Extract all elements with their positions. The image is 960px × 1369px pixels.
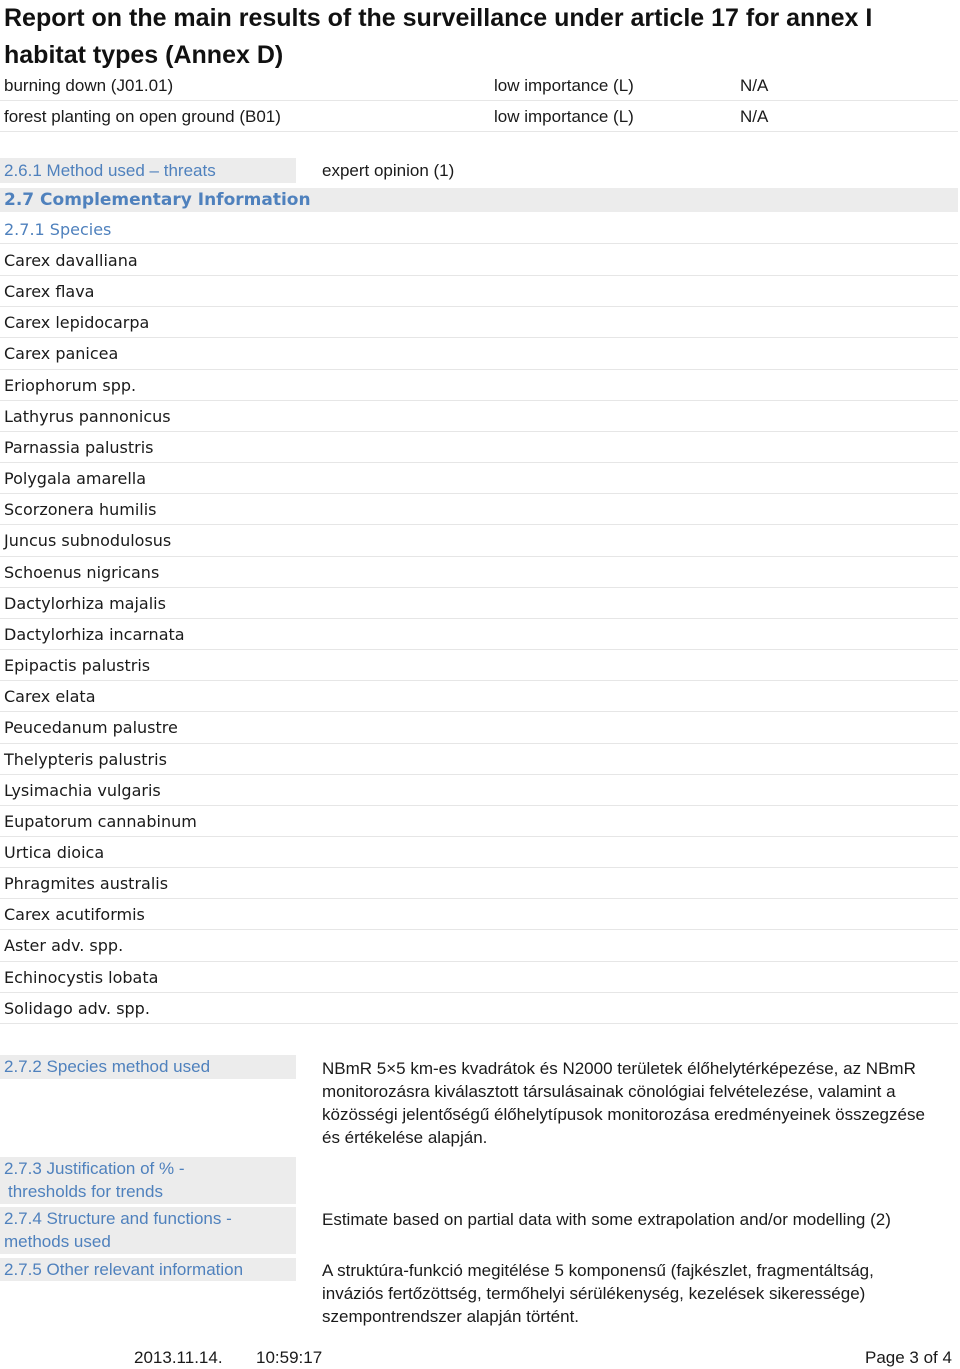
complementary-info-header: 2.7 Complementary Information	[0, 188, 958, 212]
justification-label-line2: thresholds for trends	[8, 1182, 163, 1201]
other-info-label: 2.7.5 Other relevant information	[0, 1258, 296, 1281]
threat-extra: N/A	[740, 76, 769, 95]
species-list-item: Thelypteris palustris	[0, 744, 958, 775]
method-threats-label: 2.6.1 Method used – threats	[0, 158, 296, 183]
species-list-item: Eupatorum cannabinum	[0, 806, 958, 837]
footer-date: 2013.11.14.	[134, 1348, 223, 1367]
species-list-item: Lathyrus pannonicus	[0, 401, 958, 432]
species-list-item: Carex flava	[0, 276, 958, 307]
threat-importance: low importance (L)	[494, 107, 634, 126]
species-method-value: NBmR 5×5 km-es kvadrátok és N2000 területek élőhelytérképezése, az NBmR monitorozásra kiválasztott társulásainak cönológiai felvételezése, valamint a közösségi jelentőségű élőhelytípusok monitorozása eredményeinek összegzése és értékelése alapján.	[322, 1059, 925, 1147]
species-list-item: Urtica dioica	[0, 837, 958, 868]
species-list-item: Parnassia palustris	[0, 432, 958, 463]
structure-label	[0, 1207, 296, 1254]
structure-label-line1: 2.7.4 Structure and functions -	[4, 1209, 232, 1228]
report-title: Report on the main results of the surveillance under article 17 for annex I habitat types (Annex D)	[4, 4, 873, 69]
species-list-item: Echinocystis lobata	[0, 962, 958, 993]
footer-time: 10:59:17	[256, 1348, 323, 1367]
threat-extra: N/A	[740, 107, 769, 126]
structure-value: Estimate based on partial data with some extrapolation and/or modelling (2)	[322, 1210, 891, 1229]
threat-name: burning down (J01.01)	[4, 76, 174, 95]
species-list-item: Schoenus nigricans	[0, 557, 958, 588]
species-list-item: Juncus subnodulosus	[0, 525, 958, 556]
threat-importance: low importance (L)	[494, 76, 634, 95]
justification-label	[0, 1157, 296, 1204]
species-list-item: Peucedanum palustre	[0, 712, 958, 743]
threat-row	[0, 101, 958, 132]
species-list-item: Carex davalliana	[0, 245, 958, 276]
method-threats-value: expert opinion (1)	[322, 161, 455, 180]
species-list-item: Carex acutiformis	[0, 899, 958, 930]
species-list-item: Dactylorhiza majalis	[0, 588, 958, 619]
species-list-item: Carex panicea	[0, 338, 958, 369]
threat-row	[0, 70, 958, 101]
other-info-value: A struktúra-funkció megitélése 5 komponensű (fajkészlet, fragmentáltság, inváziós fertőzöttség, termőhelyi sérülékenység, kezelések sikeressége) szempontrendszer alapján történt.	[322, 1261, 874, 1326]
species-list-item: Carex elata	[0, 681, 958, 712]
justification-label-line1: 2.7.3 Justification of % -	[4, 1159, 185, 1178]
species-header: 2.7.1 Species	[0, 216, 958, 244]
species-list-item: Eriophorum spp.	[0, 370, 958, 401]
species-list-item: Solidago adv. spp.	[0, 993, 958, 1024]
species-method-label: 2.7.2 Species method used	[0, 1055, 296, 1079]
species-list-item: Scorzonera humilis	[0, 494, 958, 525]
species-list-item: Dactylorhiza incarnata	[0, 619, 958, 650]
footer-page-number: Page 3 of 4	[865, 1348, 952, 1367]
species-list	[0, 245, 958, 1024]
species-list-item: Lysimachia vulgaris	[0, 775, 958, 806]
species-list-item: Phragmites australis	[0, 868, 958, 899]
species-list-item: Epipactis palustris	[0, 650, 958, 681]
species-list-item: Polygala amarella	[0, 463, 958, 494]
structure-label-line2: methods used	[4, 1232, 111, 1251]
species-list-item: Carex lepidocarpa	[0, 307, 958, 338]
threat-name: forest planting on open ground (B01)	[4, 107, 281, 126]
species-list-item: Aster adv. spp.	[0, 930, 958, 961]
